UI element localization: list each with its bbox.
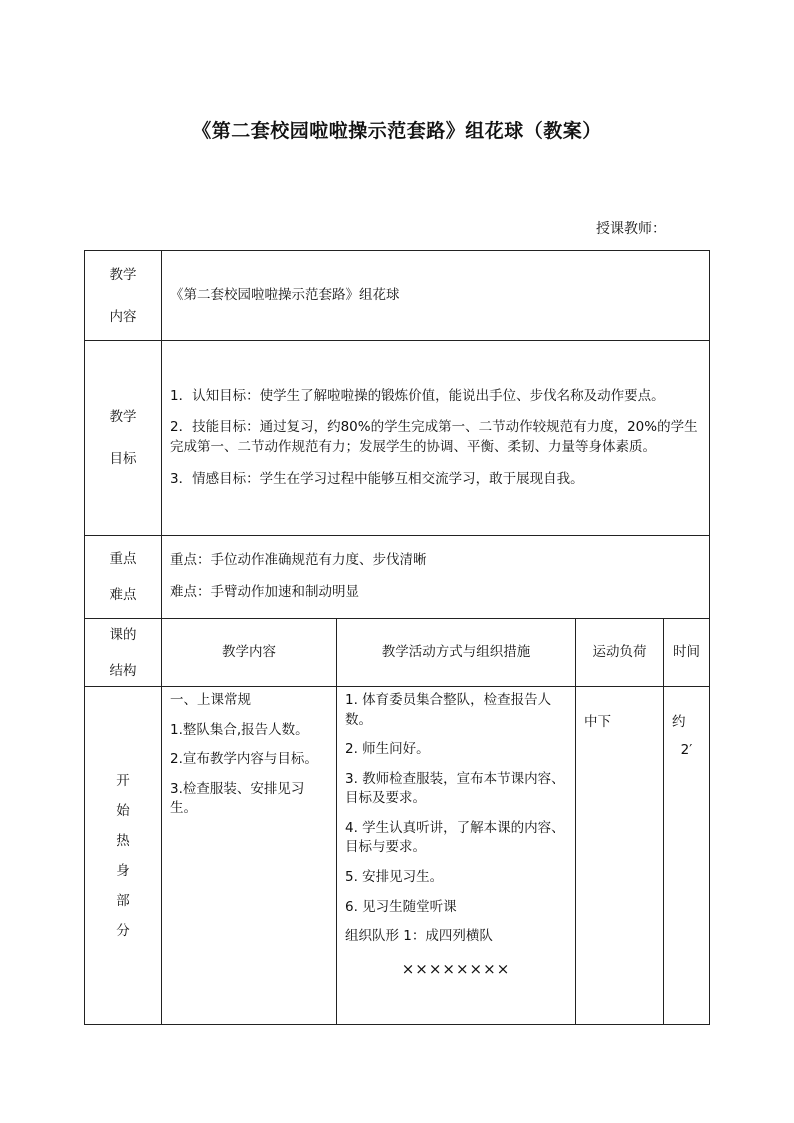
warmup-method-item: 6. 见习生随堂听课 — [345, 898, 457, 915]
label-char: 部 — [116, 892, 130, 909]
label-line: 课的 — [109, 626, 137, 643]
header-exercise-load: 运动负荷 — [576, 619, 664, 687]
teacher-label: 授课教师： — [596, 221, 666, 237]
label-line: 教学 — [109, 409, 137, 425]
warmup-method-item: 组织队形 1：成四列横队 — [345, 928, 493, 945]
warmup-method-item: 4. 学生认真听讲，了解本课的内容、目标与要求。 — [345, 819, 565, 856]
warmup-content-cell — [162, 687, 337, 1025]
warmup-load-cell — [576, 687, 664, 1025]
warmup-method-item: 3. 教师检查服装，宣布本节课内容、目标及要求。 — [345, 770, 565, 807]
header-time: 时间 — [664, 619, 710, 687]
label-line: 目标 — [109, 451, 137, 467]
header-activity-method: 教学活动方式与组织措施 — [337, 619, 576, 687]
warmup-load: 中下 — [584, 714, 611, 730]
label-key-points — [85, 536, 162, 619]
warmup-time-cell — [664, 687, 710, 1025]
label-char: 热 — [116, 832, 130, 849]
warmup-time-value: 2′ — [680, 741, 693, 758]
warmup-content-item: 1.整队集合,报告人数。 — [170, 721, 309, 738]
document-title: 《第二套校园啦啦操示范套路》组花球（教案） — [192, 120, 602, 142]
difficulty-text: 难点：手臂动作加速和制动明显 — [170, 584, 359, 600]
label-teaching-content — [85, 251, 162, 341]
label-line: 教学 — [109, 266, 137, 283]
label-char: 开 — [116, 772, 130, 789]
teaching-content-text: 《第二套校园啦啦操示范套路》组花球 — [162, 251, 710, 341]
warmup-time-prefix: 约 — [672, 714, 686, 730]
teaching-goals-cell — [162, 341, 710, 536]
formation-diagram: ×××××××× — [401, 959, 511, 978]
warmup-method-item: 5. 安排见习生。 — [345, 868, 444, 885]
row-teaching-content — [85, 251, 710, 341]
warmup-method-item: 1. 体育委员集合整队，检查报告人数。 — [345, 692, 552, 728]
key-point-text: 重点：手位动作准确规范有力度、步伐清晰 — [170, 552, 427, 569]
label-line: 内容 — [109, 308, 137, 325]
row-warmup — [85, 687, 710, 1025]
goal-skill: 2．技能目标：通过复习，约80%的学生完成第一、二节动作较规范有力度，20%的学生完成第一、二节动作规范有力；发展学生的协调、平衡、柔韧、力量等身体素质。 — [170, 419, 698, 455]
row-structure-header — [85, 619, 710, 687]
label-warmup — [85, 687, 162, 1025]
key-points-cell — [162, 536, 710, 619]
label-char: 分 — [116, 922, 130, 939]
label-line: 结构 — [109, 662, 137, 679]
warmup-content-item: 3.检查服装、安排见习生。 — [170, 780, 305, 817]
header-teaching-content: 教学内容 — [162, 619, 337, 687]
row-teaching-goals — [85, 341, 710, 536]
warmup-content-item: 一、上课常规 — [170, 692, 251, 708]
label-char: 始 — [116, 802, 130, 819]
label-structure — [85, 619, 162, 687]
goal-affective: 3．情感目标：学生在学习过程中能够互相交流学习，敢于展现自我。 — [170, 470, 584, 487]
label-line: 重点 — [109, 551, 137, 567]
warmup-method-item: 2. 师生问好。 — [345, 741, 430, 758]
warmup-method-cell — [337, 687, 576, 1025]
label-teaching-goals — [85, 341, 162, 536]
lesson-plan-table — [84, 250, 710, 1025]
warmup-content-item: 2.宣布教学内容与目标。 — [170, 751, 318, 768]
label-line: 难点 — [109, 587, 137, 603]
goal-cognitive: 1．认知目标：使学生了解啦啦操的锻炼价值，能说出手位、步伐名称及动作要点。 — [170, 387, 665, 404]
label-char: 身 — [116, 862, 130, 879]
row-key-points — [85, 536, 710, 619]
